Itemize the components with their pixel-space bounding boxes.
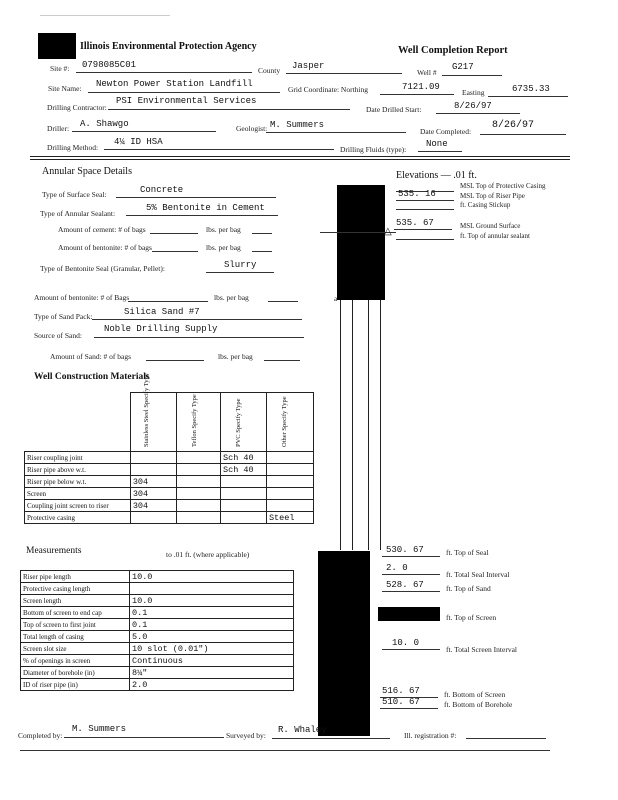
- driller-value: A. Shawgo: [80, 119, 129, 129]
- method-value: 4¼ ID HSA: [114, 137, 163, 147]
- elev-stickup-label: ft. Casing Stickup: [460, 201, 511, 209]
- redaction-block: [318, 551, 370, 736]
- lbs-per-bag-1: lbs. per bag: [206, 225, 241, 234]
- county-label: County: [258, 66, 281, 75]
- bottom-of-borehole-label: ft. Bottom of Borehole: [444, 700, 513, 709]
- bottom-of-screen-label: ft. Bottom of Screen: [444, 690, 506, 699]
- screen-interval-value: 10. 0: [392, 638, 420, 648]
- easting-value: 6735.33: [512, 84, 550, 94]
- table-row: Coupling joint screen to riser 304: [25, 500, 314, 512]
- scan-artifact: [40, 15, 170, 16]
- elevations-title: Elevations — .01 ft.: [396, 170, 477, 181]
- table-row: Screen slot size 10 slot (0.01"): [21, 643, 294, 655]
- screen-interval-label: ft. Total Screen Interval: [446, 645, 517, 654]
- footer-rule: [20, 750, 550, 751]
- northing-label: Grid Coordinate: Northing: [288, 85, 368, 94]
- riser-left-wall: [352, 300, 353, 550]
- riser-right-wall: [368, 300, 369, 550]
- fluids-value: None: [426, 139, 448, 149]
- sand-source-value: Noble Drilling Supply: [104, 324, 218, 334]
- completed-by-value: M. Summers: [72, 724, 127, 734]
- easting-label: Easting: [462, 88, 485, 97]
- method-label: Drilling Method:: [47, 143, 99, 152]
- sand-amount-label: Amount of Sand: # of bags: [50, 352, 132, 361]
- contractor-label: Drilling Contractor:: [47, 103, 107, 112]
- borehole-left-wall: [340, 300, 341, 550]
- date-completed-label: Date Completed:: [420, 127, 472, 136]
- redaction-block: [38, 33, 76, 59]
- seal-interval-label: ft. Total Seal Interval: [446, 570, 510, 579]
- registration-label: Ill. registration #:: [404, 731, 457, 740]
- table-row: Riser pipe above w.t. Sch 40: [25, 464, 314, 476]
- top-of-sand-label: ft. Top of Sand: [446, 584, 491, 593]
- northing-value: 7121.09: [402, 82, 440, 92]
- surface-seal-label: Type of Surface Seal:: [42, 190, 107, 199]
- borehole-right-wall: [380, 300, 381, 550]
- table-row: Riser coupling joint Sch 40: [25, 452, 314, 464]
- top-of-screen-label: ft. Top of Screen: [446, 613, 497, 622]
- table-row: Screen length 10.0: [21, 595, 294, 607]
- cement-bags-label: Amount of cement: # of bags: [58, 225, 146, 234]
- elev-annular-top-label: ft. Top of annular sealant: [460, 232, 530, 240]
- completed-by-label: Completed by:: [18, 731, 63, 740]
- sand-pack-value: Silica Sand #7: [124, 307, 200, 317]
- table-row: Protective casing Steel: [25, 512, 314, 524]
- table-row: Diameter of borehole (in) 8¼": [21, 667, 294, 679]
- site-no-label: Site #:: [50, 64, 70, 73]
- measurements-note: to .01 ft. (where applicable): [166, 550, 250, 559]
- county-value: Jasper: [292, 61, 325, 71]
- top-of-seal-label: ft. Top of Seal: [446, 548, 489, 557]
- agency-name: Illinois Environmental Protection Agency: [80, 41, 257, 52]
- contractor-value: PSI Environmental Services: [116, 96, 257, 106]
- redaction-block: [337, 185, 385, 300]
- header-rule: [30, 156, 570, 157]
- date-started-value: 8/26/97: [454, 101, 492, 111]
- col-pvc: PVC Specify Type: [221, 393, 267, 452]
- bentonite-amount-label: Amount of bentonite: # of Bags: [34, 293, 130, 302]
- surveyed-by-label: Surveyed by:: [226, 731, 266, 740]
- lbs-per-bag-3: lbs. per bag: [214, 293, 249, 302]
- report-title: Well Completion Report: [398, 45, 508, 56]
- measurements-table: [20, 570, 294, 691]
- measurements-title: Measurements: [26, 546, 82, 556]
- driller-label: Driller:: [47, 124, 70, 133]
- seal-interval-value: 2. 0: [386, 563, 408, 573]
- sand-pack-label: Type of Sand Pack:: [34, 312, 93, 321]
- site-name-label: Site Name:: [48, 84, 82, 93]
- elev-ground-value: 535. 67: [396, 218, 434, 228]
- ground-marker: △: [384, 226, 392, 237]
- fluids-label: Drilling Fluids (type):: [340, 145, 407, 154]
- table-row: % of openings in screen Continuous: [21, 655, 294, 667]
- elev-riser-value: 535. 16: [398, 189, 436, 199]
- site-no-value: 0798085C01: [82, 60, 137, 70]
- site-name-value: Newton Power Station Landfill: [96, 79, 253, 89]
- date-completed-value: 8/26/97: [492, 120, 535, 131]
- elev-riser-label: MSL Top of Riser Pipe: [460, 192, 525, 200]
- bentonite-bags-label: Amount of bentonite: # of bags: [58, 243, 152, 252]
- lbs-per-bag-4: lbs. per bag: [218, 352, 253, 361]
- seal-type-label: Type of Bentonite Seal (Granular, Pellet):: [40, 264, 165, 273]
- surveyed-by-value: R. Whaley: [278, 725, 327, 735]
- annular-sealant-value: 5% Bentonite in Cement: [146, 203, 265, 213]
- table-row: ID of riser pipe (in) 2.0: [21, 679, 294, 691]
- table-row: Riser pipe below w.t. 304: [25, 476, 314, 488]
- geologist-label: Geologist:: [236, 124, 268, 133]
- sand-source-label: Source of Sand:: [34, 331, 82, 340]
- well-no-label: Well #: [417, 68, 437, 77]
- header-rule-2: [30, 159, 570, 160]
- surface-seal-value: Concrete: [140, 185, 184, 195]
- well-no-value: G217: [452, 62, 474, 72]
- bottom-of-borehole-value: 510. 67: [382, 697, 420, 707]
- construction-title: Well Construction Materials: [34, 372, 150, 382]
- table-row: Total length of casing 5.0: [21, 631, 294, 643]
- geologist-value: M. Summers: [270, 120, 325, 130]
- top-of-seal-value: 530. 67: [386, 545, 424, 555]
- table-row: Top of screen to first joint 0.1: [21, 619, 294, 631]
- col-other: Other Specify Type: [266, 393, 313, 452]
- col-teflon: Teflon Specify Type: [176, 393, 220, 452]
- table-row: Bottom of screen to end cap 0.1: [21, 607, 294, 619]
- elev-ground-label: MSL Ground Surface: [460, 222, 521, 230]
- diagram-marker: a: [334, 295, 338, 303]
- table-row: Protective casing length: [21, 583, 294, 595]
- bottom-of-screen-value: 516. 67: [382, 686, 420, 696]
- elev-prot-casing-label: MSL Top of Protective Casing: [460, 182, 546, 190]
- col-stainless: Stainless Steel Specify Type: [130, 393, 176, 452]
- annular-title: Annular Space Details: [42, 166, 132, 177]
- table-row: Riser pipe length 10.0: [21, 571, 294, 583]
- redaction-block: [378, 607, 440, 621]
- annular-sealant-label: Type of Annular Sealant:: [40, 209, 116, 218]
- seal-type-value: Slurry: [224, 260, 257, 270]
- table-row: Screen 304: [25, 488, 314, 500]
- lbs-per-bag-2: lbs. per bag: [206, 243, 241, 252]
- top-of-sand-value: 528. 67: [386, 580, 424, 590]
- date-started-label: Date Drilled Start:: [366, 105, 422, 114]
